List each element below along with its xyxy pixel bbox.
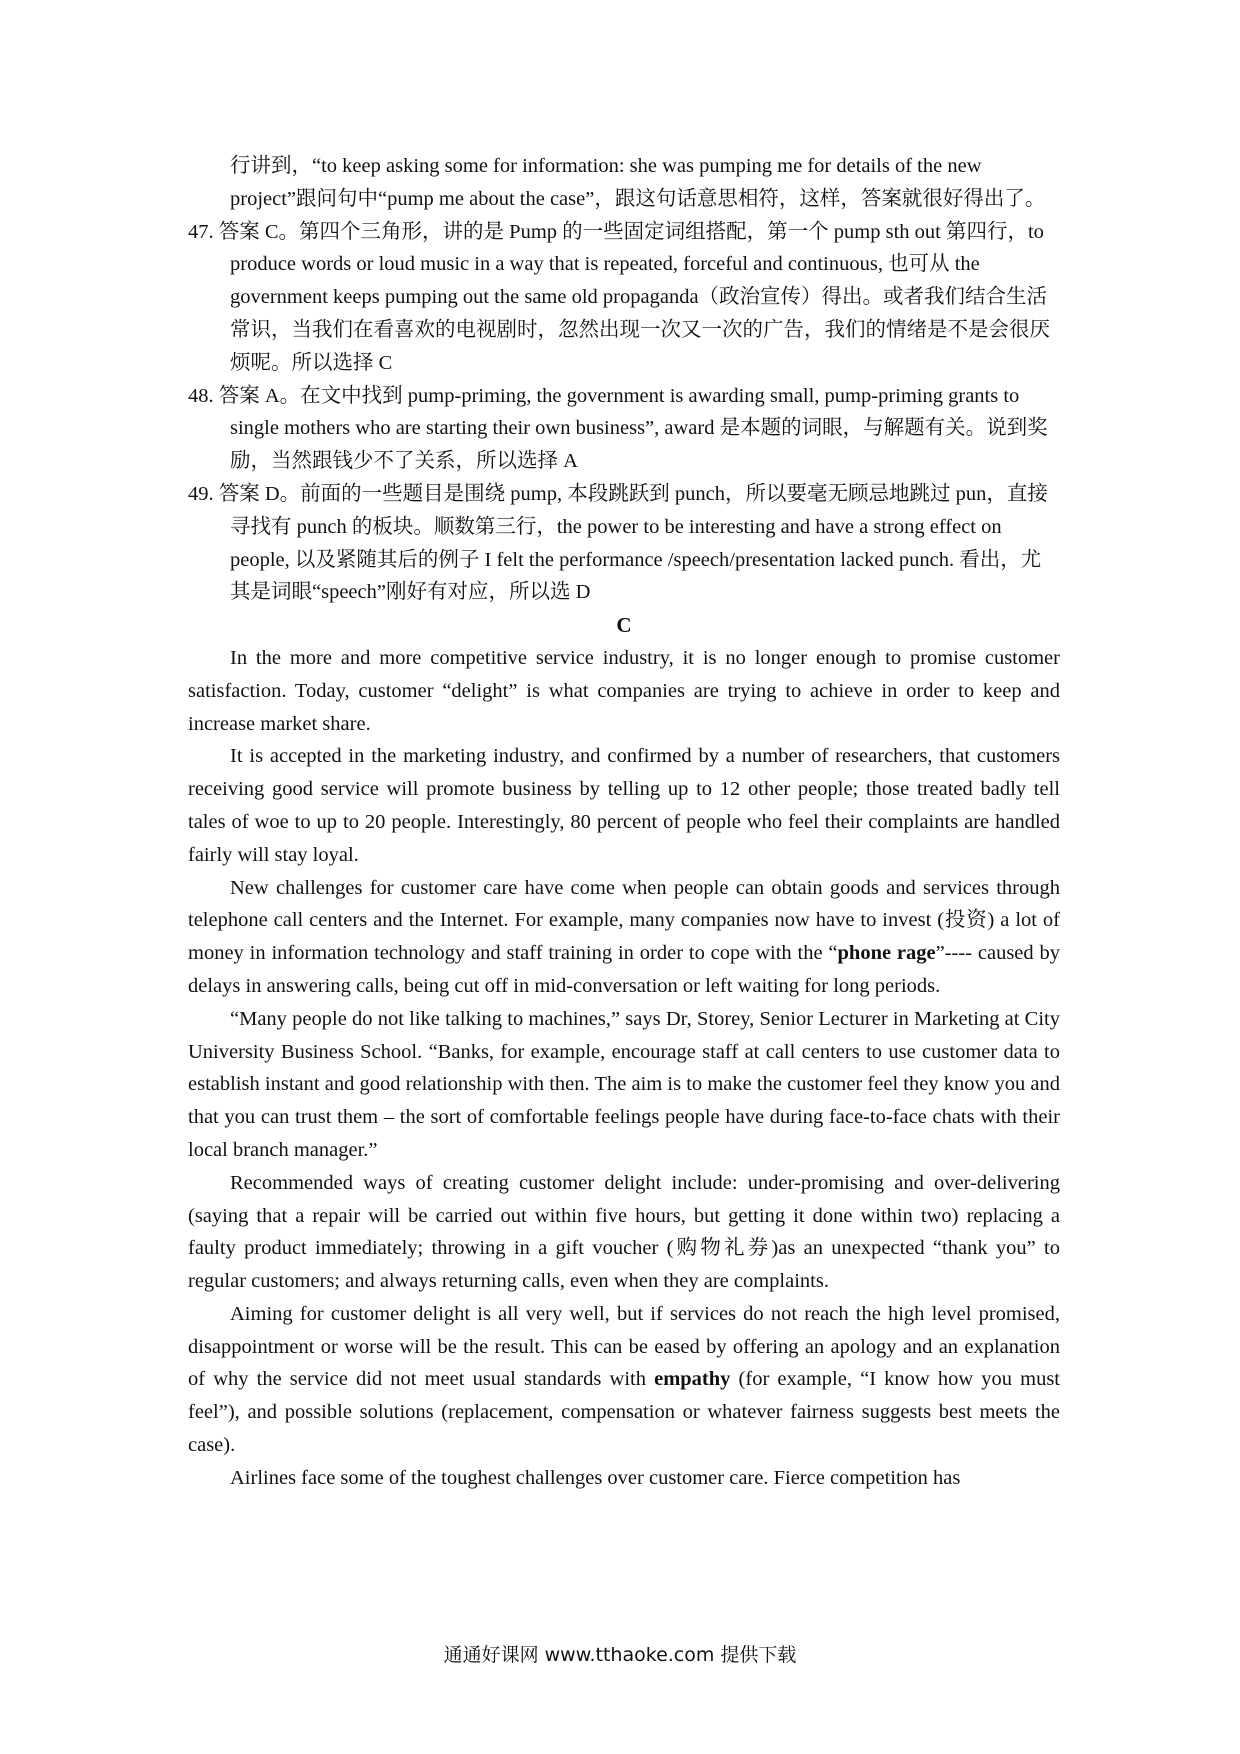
paragraph-3-text-a: New challenges for customer care have come when people can obtain goods and services through telephone call centers and the Internet. For example, many companies now have to invest (投资) a lot of money in information technology and staff training in order to cope with the “ [188,876,1060,965]
paragraph-3-text-b: ”---- caused by delays in answering calls, being cut off in mid-conversation or left waiting for long periods. [188,942,1061,997]
paragraph-6 [188,1298,1060,1462]
answer-number: 48. [188,384,214,407]
paragraph-5: Recommended ways of creating customer delight include: under-promising and over-delivering (saying that a repair will be carried out within five hours, but getting it done within two) replacing a faulty product immediately; throwing in a gift voucher (购物礼券)as an unexpected “thank you” to regular customers; and always returning calls, even when they are complaints. [188,1171,1060,1293]
answer-47 [188,216,1060,380]
answer-48 [188,380,1060,478]
paragraph-6-text-a: Aiming for customer delight is all very well, but if services do not reach the high level promised, disappointment or worse will be the result. This can be eased by offering an apology and an explanation of why the service did not meet usual standards with [188,1302,1060,1391]
paragraph-4: “Many people do not like talking to machines,” says Dr, Storey, Senior Lecturer in Marketing at City University Business School. “Banks, for example, encourage staff at call centers to use customer data to establish instant and good relationship with then. The aim is to make the customer feel they know you and that you can trust them – the sort of comfortable feelings people have during face-to-face chats with their local branch manager.” [188,1007,1060,1161]
answer-number: 49. [188,482,214,505]
paragraph-3 [188,872,1060,1003]
document-body [188,150,1060,1495]
page-footer: 通通好课网 www.tthaoke.com 提供下载 [443,1644,797,1666]
empathy-term: empathy [654,1368,731,1391]
answer-46-continued: 行讲到，“to keep asking some for information: she was pumping me for details of the new project”跟问句中“pump me about the case”，跟这句话意思相符，这样，答案就很好得出了。 [230,155,1046,210]
answer-text: 答案 C。第四个三角形，讲的是 Pump 的一些固定词组搭配，第一个 pump sth out 第四行，to produce words or loud music in a way that is repeated, forceful and continuous, 也可从 the government keeps pumping out the same old propaganda（政治宣传）得出。或者我们结合生活常识，当我们在看喜欢的电视剧时，忽然出现一次又一次的广告，我们的情绪是不是会很厌烦呢。所以选择 C [218,220,1050,374]
paragraph-6-text-b: (for example, “I know how you must feel”), and possible solutions (replacement, compensation or whatever fairness suggests best meets the case). [188,1368,1060,1457]
paragraph-2: It is accepted in the marketing industry, and confirmed by a number of researchers, that customers receiving good service will promote business by telling up to 12 other people; those treated badly tell tales of woe to up to 20 people. Interestingly, 80 percent of people who feel their complaints are handled fairly will stay loyal. [188,745,1060,866]
answer-text: 答案 A。在文中找到 pump-priming, the government is awarding small, pump-priming grants to single mothers who are starting their own business”, award 是本题的词眼，与解题有关。说到奖励，当然跟钱少不了关系，所以选择 A [218,384,1048,473]
answer-49 [188,478,1060,609]
paragraph-1: In the more and more competitive service industry, it is no longer enough to promise customer satisfaction. Today, customer “delight” is what companies are trying to achieve in order to keep and increase market share. [188,646,1060,735]
section-heading: C [616,613,632,638]
phone-rage-term: phone rage [837,942,936,965]
paragraph-7: Airlines face some of the toughest challenges over customer care. Fierce competition has [230,1466,961,1489]
answer-number: 47. [188,220,214,243]
answer-text: 答案 D。前面的一些题目是围绕 pump, 本段跳跃到 punch，所以要毫无顾忌地跳过 pun，直接寻找有 punch 的板块。顺数第三行，the power to be interesting and have a strong effect on people, 以及紧随其后的例子 I felt the performance /speech/presentation lacked punch. 看出，尤其是词眼“speech”刚好有对应，所以选 D [218,482,1048,604]
